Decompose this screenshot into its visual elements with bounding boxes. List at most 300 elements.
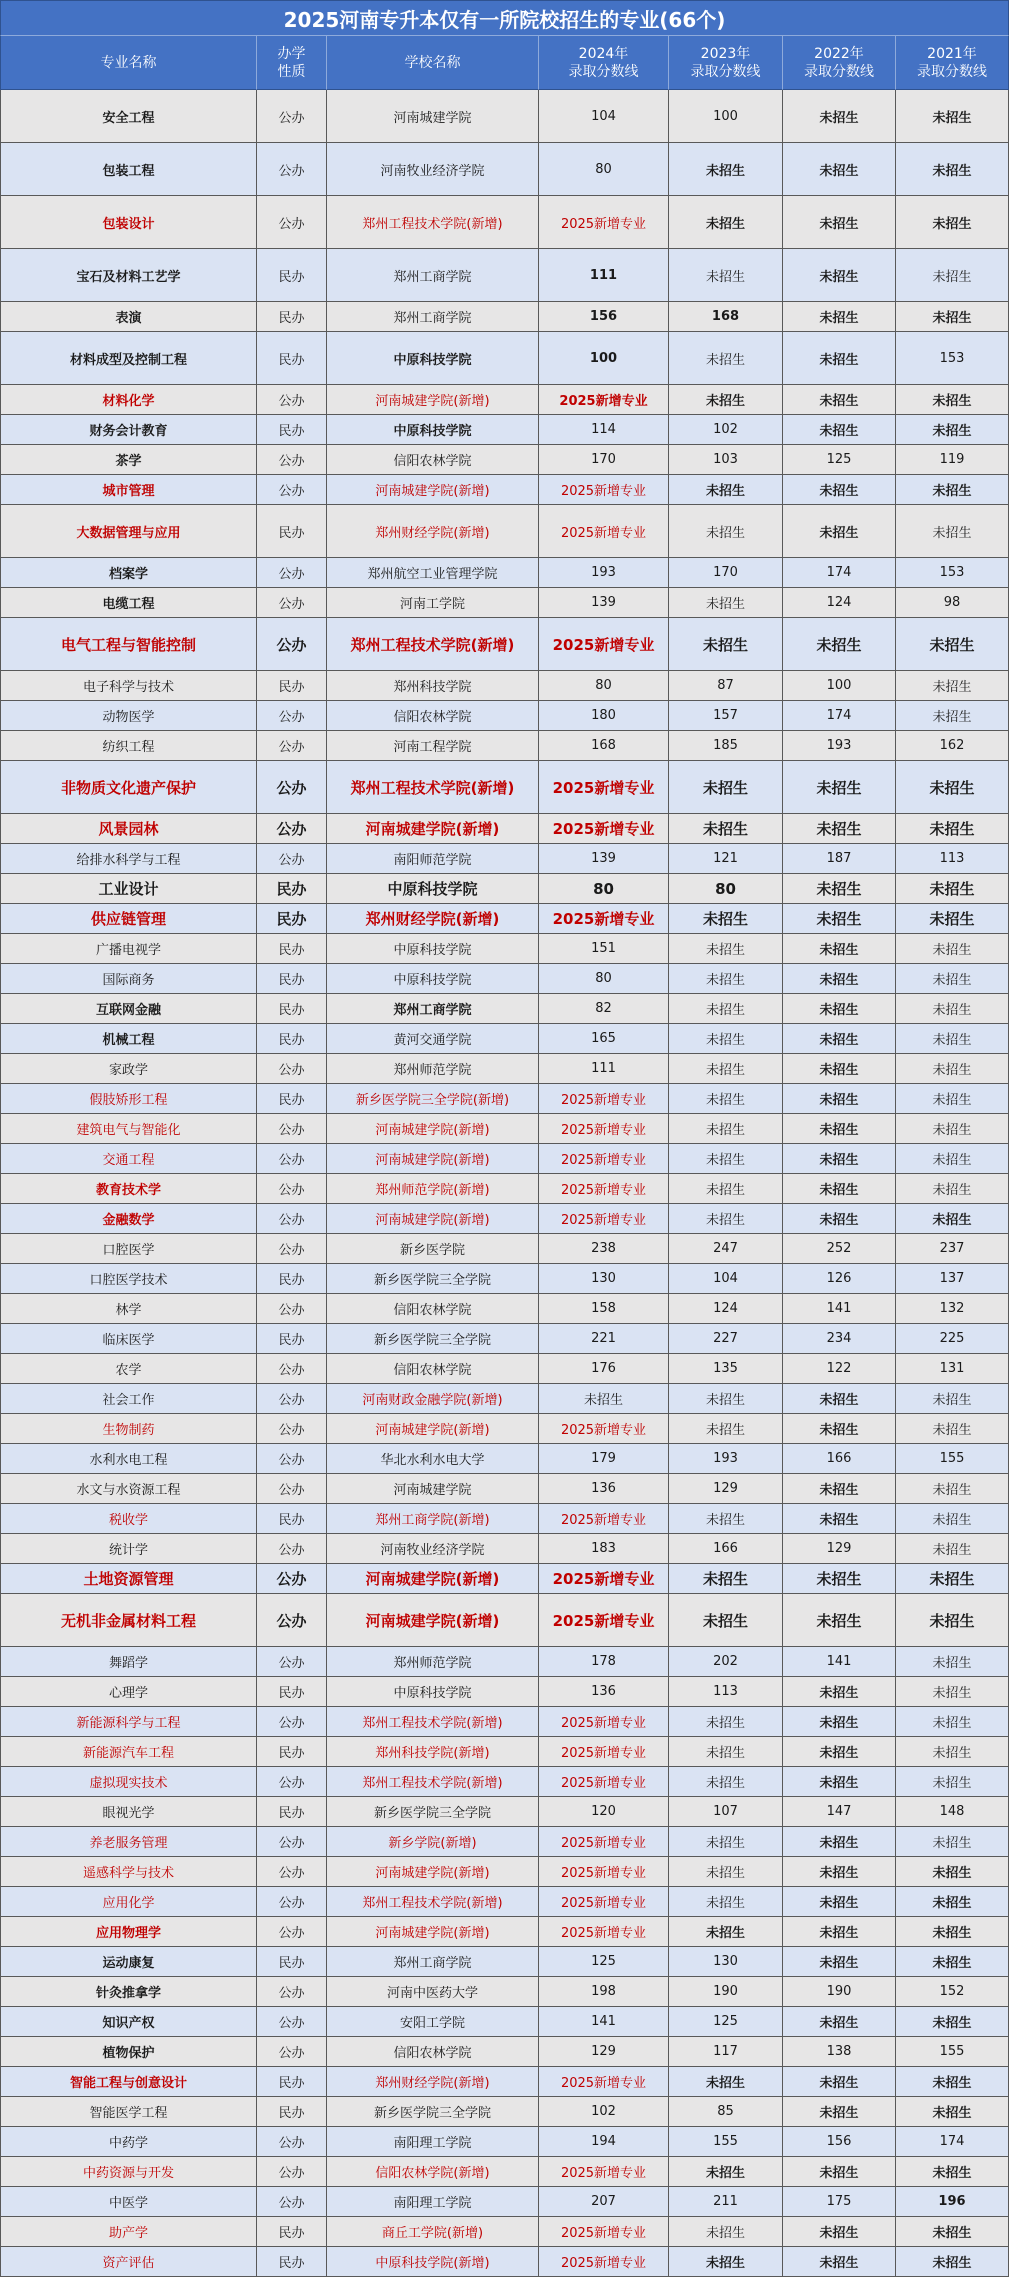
cell-score-2024: 193: [539, 558, 669, 588]
cell-score-2021: 137: [896, 1264, 1009, 1294]
cell-score-2021: 未招生: [896, 2097, 1009, 2127]
cell-score-2022: 138: [783, 2037, 896, 2067]
cell-school: 郑州师范学院(新增): [327, 1174, 539, 1204]
cell-school: 郑州工程技术学院(新增): [327, 1707, 539, 1737]
cell-major: 电缆工程: [0, 588, 257, 618]
cell-score-2021: 未招生: [896, 143, 1009, 196]
cell-school-type: 民办: [257, 2217, 327, 2247]
cell-major: 大数据管理与应用: [0, 505, 257, 558]
cell-score-2022: 129: [783, 1534, 896, 1564]
cell-school: 河南城建学院(新增): [327, 1594, 539, 1647]
cell-score-2024: 120: [539, 1797, 669, 1827]
cell-score-2022: 未招生: [783, 1917, 896, 1947]
cell-school-type: 民办: [257, 249, 327, 302]
cell-score-2024: 125: [539, 1947, 669, 1977]
cell-score-2021: 未招生: [896, 1144, 1009, 1174]
cell-major: 中医学: [0, 2187, 257, 2217]
cell-score-2024: 139: [539, 588, 669, 618]
cell-school: 河南城建学院(新增): [327, 1564, 539, 1594]
cell-score-2023: 124: [669, 1294, 783, 1324]
cell-major: 材料化学: [0, 385, 257, 415]
cell-school-type: 民办: [257, 1264, 327, 1294]
cell-school-type: 民办: [257, 1797, 327, 1827]
cell-school: 信阳农林学院: [327, 445, 539, 475]
cell-score-2023: 未招生: [669, 475, 783, 505]
cell-school-type: 公办: [257, 1114, 327, 1144]
table-row: [0, 2067, 1009, 2097]
cell-score-2024: 2025新增专业: [539, 1114, 669, 1144]
cell-score-2021: 162: [896, 731, 1009, 761]
cell-score-2021: 132: [896, 1294, 1009, 1324]
cell-school-type: 公办: [257, 1887, 327, 1917]
table-header: [0, 36, 1009, 90]
cell-major: 智能工程与创意设计: [0, 2067, 257, 2097]
cell-score-2024: 2025新增专业: [539, 1857, 669, 1887]
cell-score-2024: 168: [539, 731, 669, 761]
cell-score-2021: 未招生: [896, 2067, 1009, 2097]
cell-score-2022: 未招生: [783, 1084, 896, 1114]
table-row: [0, 1084, 1009, 1114]
cell-major: 针灸推拿学: [0, 1977, 257, 2007]
cell-major: 运动康复: [0, 1947, 257, 1977]
table-row: [0, 671, 1009, 701]
cell-score-2022: 未招生: [783, 143, 896, 196]
cell-score-2023: 未招生: [669, 1054, 783, 1084]
cell-score-2021: 119: [896, 445, 1009, 475]
cell-score-2022: 未招生: [783, 1947, 896, 1977]
cell-score-2023: 未招生: [669, 249, 783, 302]
cell-school-type: 公办: [257, 1564, 327, 1594]
table-row: [0, 2157, 1009, 2187]
cell-score-2021: 237: [896, 1234, 1009, 1264]
cell-school: 华北水利水电大学: [327, 1444, 539, 1474]
cell-major: 假肢矫形工程: [0, 1084, 257, 1114]
cell-major: 广播电视学: [0, 934, 257, 964]
cell-major: 安全工程: [0, 90, 257, 143]
cell-major: 教育技术学: [0, 1174, 257, 1204]
cell-school-type: 公办: [257, 1647, 327, 1677]
cell-major: 家政学: [0, 1054, 257, 1084]
cell-school: 新乡医学院三全学院: [327, 1264, 539, 1294]
cell-score-2021: 未招生: [896, 1594, 1009, 1647]
cell-major: 给排水科学与工程: [0, 844, 257, 874]
cell-score-2024: 2025新增专业: [539, 761, 669, 814]
cell-score-2021: 未招生: [896, 1024, 1009, 1054]
cell-score-2022: 未招生: [783, 332, 896, 385]
cell-score-2024: 2025新增专业: [539, 385, 669, 415]
cell-school-type: 公办: [257, 844, 327, 874]
cell-major: 新能源科学与工程: [0, 1707, 257, 1737]
cell-school: 中原科技学院(新增): [327, 2247, 539, 2277]
cell-score-2021: 未招生: [896, 1534, 1009, 1564]
table-row: [0, 332, 1009, 385]
table-row: [0, 904, 1009, 934]
cell-school: 郑州工程技术学院(新增): [327, 1767, 539, 1797]
cell-score-2022: 141: [783, 1294, 896, 1324]
cell-score-2023: 227: [669, 1324, 783, 1354]
cell-score-2023: 80: [669, 874, 783, 904]
cell-school-type: 公办: [257, 1174, 327, 1204]
cell-score-2023: 未招生: [669, 1594, 783, 1647]
cell-school: 黄河交通学院: [327, 1024, 539, 1054]
cell-score-2021: 未招生: [896, 934, 1009, 964]
cell-school: 商丘工学院(新增): [327, 2217, 539, 2247]
cell-score-2024: 2025新增专业: [539, 1504, 669, 1534]
cell-score-2022: 100: [783, 671, 896, 701]
cell-school: 河南城建学院(新增): [327, 1857, 539, 1887]
cell-score-2023: 未招生: [669, 964, 783, 994]
cell-school: 河南城建学院: [327, 90, 539, 143]
cell-score-2023: 未招生: [669, 1707, 783, 1737]
cell-score-2024: 179: [539, 1444, 669, 1474]
cell-score-2022: 未招生: [783, 1144, 896, 1174]
cell-score-2023: 未招生: [669, 385, 783, 415]
table-row: [0, 1767, 1009, 1797]
cell-score-2021: 未招生: [896, 1504, 1009, 1534]
cell-score-2022: 未招生: [783, 302, 896, 332]
cell-score-2024: 100: [539, 332, 669, 385]
cell-score-2024: 2025新增专业: [539, 1767, 669, 1797]
cell-score-2024: 156: [539, 302, 669, 332]
cell-score-2024: 114: [539, 415, 669, 445]
cell-school-type: 民办: [257, 1737, 327, 1767]
cell-school-type: 民办: [257, 505, 327, 558]
cell-school: 安阳工学院: [327, 2007, 539, 2037]
cell-school: 郑州财经学院(新增): [327, 505, 539, 558]
cell-score-2022: 未招生: [783, 618, 896, 671]
cell-score-2024: 2025新增专业: [539, 505, 669, 558]
cell-school-type: 公办: [257, 1827, 327, 1857]
cell-major: 新能源汽车工程: [0, 1737, 257, 1767]
cell-major: 纺织工程: [0, 731, 257, 761]
cell-school-type: 公办: [257, 701, 327, 731]
cell-score-2023: 未招生: [669, 1504, 783, 1534]
cell-school: 中原科技学院: [327, 964, 539, 994]
cell-score-2024: 2025新增专业: [539, 1564, 669, 1594]
cell-score-2023: 未招生: [669, 934, 783, 964]
table-row: [0, 1474, 1009, 1504]
header-school-label: 学校名称: [404, 54, 461, 71]
cell-score-2022: 未招生: [783, 475, 896, 505]
cell-score-2021: 未招生: [896, 1174, 1009, 1204]
cell-score-2024: 82: [539, 994, 669, 1024]
table-row: [0, 385, 1009, 415]
cell-score-2022: 174: [783, 558, 896, 588]
cell-score-2022: 未招生: [783, 2247, 896, 2277]
cell-score-2022: 未招生: [783, 904, 896, 934]
cell-score-2021: 未招生: [896, 2247, 1009, 2277]
table-row: [0, 90, 1009, 143]
cell-school: 信阳农林学院: [327, 701, 539, 731]
cell-school-type: 民办: [257, 934, 327, 964]
cell-score-2023: 未招生: [669, 2157, 783, 2187]
cell-score-2022: 234: [783, 1324, 896, 1354]
cell-score-2021: 未招生: [896, 2157, 1009, 2187]
table-row: [0, 994, 1009, 1024]
cell-score-2024: 80: [539, 143, 669, 196]
cell-score-2024: 2025新增专业: [539, 1737, 669, 1767]
cell-score-2024: 130: [539, 1264, 669, 1294]
cell-score-2024: 2025新增专业: [539, 814, 669, 844]
cell-score-2022: 未招生: [783, 196, 896, 249]
cell-major: 茶学: [0, 445, 257, 475]
table-row: [0, 475, 1009, 505]
table-row: [0, 814, 1009, 844]
cell-score-2022: 未招生: [783, 1174, 896, 1204]
cell-score-2022: 未招生: [783, 1054, 896, 1084]
cell-score-2022: 122: [783, 1354, 896, 1384]
cell-school-type: 公办: [257, 731, 327, 761]
cell-school-type: 公办: [257, 1204, 327, 1234]
cell-school: 信阳农林学院: [327, 1294, 539, 1324]
table-row: [0, 1294, 1009, 1324]
cell-score-2023: 未招生: [669, 1384, 783, 1414]
header-score-2022-label: 录取分数线: [804, 63, 874, 80]
cell-score-2024: 136: [539, 1677, 669, 1707]
cell-score-2024: 80: [539, 964, 669, 994]
cell-score-2024: 2025新增专业: [539, 2247, 669, 2277]
cell-major: 舞蹈学: [0, 1647, 257, 1677]
cell-school: 河南城建学院(新增): [327, 814, 539, 844]
cell-score-2022: 未招生: [783, 1114, 896, 1144]
cell-school-type: 公办: [257, 2127, 327, 2157]
cell-major: 口腔医学: [0, 1234, 257, 1264]
header-school-type-line2: 性质: [277, 63, 306, 80]
cell-score-2023: 113: [669, 1677, 783, 1707]
cell-score-2022: 未招生: [783, 2067, 896, 2097]
cell-score-2022: 未招生: [783, 964, 896, 994]
cell-score-2022: 未招生: [783, 1707, 896, 1737]
cell-score-2022: 126: [783, 1264, 896, 1294]
cell-score-2023: 190: [669, 1977, 783, 2007]
header-score-2021-label: 录取分数线: [917, 63, 987, 80]
cell-school: 中原科技学院: [327, 1677, 539, 1707]
cell-score-2023: 未招生: [669, 196, 783, 249]
cell-school-type: 民办: [257, 874, 327, 904]
table-row: [0, 415, 1009, 445]
table-row: [0, 1144, 1009, 1174]
cell-score-2022: 未招生: [783, 2157, 896, 2187]
header-score-2024-label: 录取分数线: [568, 63, 639, 80]
cell-major: 助产学: [0, 2217, 257, 2247]
cell-school-type: 公办: [257, 2187, 327, 2217]
cell-score-2023: 170: [669, 558, 783, 588]
table-row: [0, 2187, 1009, 2217]
cell-score-2024: 80: [539, 671, 669, 701]
cell-score-2024: 2025新增专业: [539, 904, 669, 934]
cell-score-2023: 未招生: [669, 1737, 783, 1767]
cell-score-2023: 135: [669, 1354, 783, 1384]
cell-school-type: 民办: [257, 302, 327, 332]
header-score-2023: [669, 36, 783, 90]
cell-score-2021: 未招生: [896, 904, 1009, 934]
table-row: [0, 1504, 1009, 1534]
table-row: [0, 1264, 1009, 1294]
cell-school: 郑州财经学院(新增): [327, 2067, 539, 2097]
cell-school-type: 民办: [257, 1677, 327, 1707]
cell-school-type: 公办: [257, 1234, 327, 1264]
cell-score-2023: 未招生: [669, 1767, 783, 1797]
cell-school: 新乡医学院三全学院: [327, 1797, 539, 1827]
header-score-2022: [783, 36, 896, 90]
cell-score-2024: 111: [539, 1054, 669, 1084]
cell-score-2024: 194: [539, 2127, 669, 2157]
header-score-2021: [896, 36, 1009, 90]
cell-major: 心理学: [0, 1677, 257, 1707]
cell-score-2023: 193: [669, 1444, 783, 1474]
cell-score-2021: 未招生: [896, 1857, 1009, 1887]
cell-score-2021: 未招生: [896, 415, 1009, 445]
table-row: [0, 1534, 1009, 1564]
table-row: [0, 701, 1009, 731]
cell-score-2021: 196: [896, 2187, 1009, 2217]
cell-score-2022: 124: [783, 588, 896, 618]
cell-score-2021: 未招生: [896, 618, 1009, 671]
cell-school-type: 公办: [257, 1474, 327, 1504]
cell-score-2024: 2025新增专业: [539, 1144, 669, 1174]
cell-score-2024: 165: [539, 1024, 669, 1054]
cell-score-2024: 170: [539, 445, 669, 475]
cell-score-2023: 121: [669, 844, 783, 874]
cell-score-2024: 180: [539, 701, 669, 731]
cell-score-2022: 190: [783, 1977, 896, 2007]
table-row: [0, 1204, 1009, 1234]
cell-score-2021: 未招生: [896, 1677, 1009, 1707]
cell-score-2021: 113: [896, 844, 1009, 874]
cell-score-2022: 未招生: [783, 1504, 896, 1534]
cell-school-type: 公办: [257, 558, 327, 588]
cell-school: 河南城建学院(新增): [327, 1917, 539, 1947]
cell-major: 互联网金融: [0, 994, 257, 1024]
cell-school-type: 公办: [257, 90, 327, 143]
cell-score-2022: 未招生: [783, 415, 896, 445]
cell-score-2023: 未招生: [669, 1174, 783, 1204]
cell-score-2022: 未招生: [783, 874, 896, 904]
cell-school: 郑州工商学院: [327, 302, 539, 332]
cell-school-type: 民办: [257, 671, 327, 701]
table-row: [0, 2217, 1009, 2247]
cell-score-2023: 102: [669, 415, 783, 445]
table-row: [0, 1827, 1009, 1857]
cell-score-2021: 未招生: [896, 1707, 1009, 1737]
cell-school: 郑州师范学院: [327, 1647, 539, 1677]
cell-score-2024: 102: [539, 2097, 669, 2127]
cell-score-2024: 151: [539, 934, 669, 964]
cell-score-2024: 104: [539, 90, 669, 143]
cell-school-type: 公办: [257, 143, 327, 196]
cell-score-2023: 129: [669, 1474, 783, 1504]
cell-school: 中原科技学院: [327, 874, 539, 904]
cell-score-2024: 178: [539, 1647, 669, 1677]
cell-score-2021: 未招生: [896, 1647, 1009, 1677]
cell-score-2021: 未招生: [896, 505, 1009, 558]
cell-score-2021: 未招生: [896, 1947, 1009, 1977]
cell-score-2022: 未招生: [783, 1414, 896, 1444]
cell-school: 郑州师范学院: [327, 1054, 539, 1084]
cell-school: 郑州科技学院: [327, 671, 539, 701]
table-row: [0, 1354, 1009, 1384]
table-row: [0, 445, 1009, 475]
cell-school-type: 公办: [257, 385, 327, 415]
cell-major: 临床医学: [0, 1324, 257, 1354]
cell-major: 动物医学: [0, 701, 257, 731]
cell-score-2024: 2025新增专业: [539, 1887, 669, 1917]
cell-score-2024: 2025新增专业: [539, 2067, 669, 2097]
table-row: [0, 143, 1009, 196]
cell-major: 金融数学: [0, 1204, 257, 1234]
cell-score-2021: 未招生: [896, 1204, 1009, 1234]
cell-major: 表演: [0, 302, 257, 332]
cell-major: 社会工作: [0, 1384, 257, 1414]
cell-school: 河南城建学院(新增): [327, 1414, 539, 1444]
cell-score-2023: 100: [669, 90, 783, 143]
cell-score-2024: 2025新增专业: [539, 1707, 669, 1737]
cell-major: 机械工程: [0, 1024, 257, 1054]
cell-school-type: 民办: [257, 2067, 327, 2097]
cell-school: 郑州工程技术学院(新增): [327, 618, 539, 671]
cell-major: 材料成型及控制工程: [0, 332, 257, 385]
header-score-2023-label: 录取分数线: [690, 63, 761, 80]
cell-score-2021: 未招生: [896, 994, 1009, 1024]
cell-school: 南阳理工学院: [327, 2187, 539, 2217]
cell-score-2023: 未招生: [669, 332, 783, 385]
cell-school-type: 公办: [257, 1144, 327, 1174]
cell-score-2024: 141: [539, 2007, 669, 2037]
cell-score-2022: 未招生: [783, 1024, 896, 1054]
cell-score-2023: 85: [669, 2097, 783, 2127]
cell-score-2021: 未招生: [896, 1384, 1009, 1414]
cell-score-2021: 153: [896, 558, 1009, 588]
cell-score-2022: 未招生: [783, 1737, 896, 1767]
cell-major: 口腔医学技术: [0, 1264, 257, 1294]
cell-score-2023: 157: [669, 701, 783, 731]
table-row: [0, 1444, 1009, 1474]
cell-school-type: 民办: [257, 1504, 327, 1534]
cell-school-type: 公办: [257, 2157, 327, 2187]
cell-score-2023: 未招生: [669, 143, 783, 196]
cell-score-2022: 未招生: [783, 1204, 896, 1234]
cell-score-2024: 183: [539, 1534, 669, 1564]
cell-score-2024: 207: [539, 2187, 669, 2217]
table-row: [0, 1174, 1009, 1204]
table-row: [0, 1414, 1009, 1444]
table-row: [0, 618, 1009, 671]
table-title: 2025河南专升本仅有一所院校招生的专业(66个): [0, 0, 1009, 36]
table-row: [0, 2247, 1009, 2277]
table-row: [0, 249, 1009, 302]
cell-school: 河南财政金融学院(新增): [327, 1384, 539, 1414]
cell-score-2023: 未招生: [669, 1857, 783, 1887]
table-row: [0, 588, 1009, 618]
cell-school: 郑州工商学院: [327, 1947, 539, 1977]
cell-score-2022: 未招生: [783, 249, 896, 302]
cell-score-2022: 未招生: [783, 1827, 896, 1857]
table-row: [0, 934, 1009, 964]
cell-school: 河南城建学院(新增): [327, 475, 539, 505]
cell-score-2023: 未招生: [669, 618, 783, 671]
cell-score-2024: 2025新增专业: [539, 618, 669, 671]
cell-major: 非物质文化遗产保护: [0, 761, 257, 814]
cell-major: 土地资源管理: [0, 1564, 257, 1594]
cell-score-2023: 166: [669, 1534, 783, 1564]
cell-score-2023: 未招生: [669, 2247, 783, 2277]
cell-school: 郑州工商学院: [327, 994, 539, 1024]
cell-school: 新乡医学院三全学院: [327, 2097, 539, 2127]
header-score-2022-year: 2022年: [814, 45, 864, 62]
cell-school-type: 民办: [257, 1024, 327, 1054]
header-major-label: 专业名称: [100, 54, 157, 71]
cell-school-type: 公办: [257, 814, 327, 844]
